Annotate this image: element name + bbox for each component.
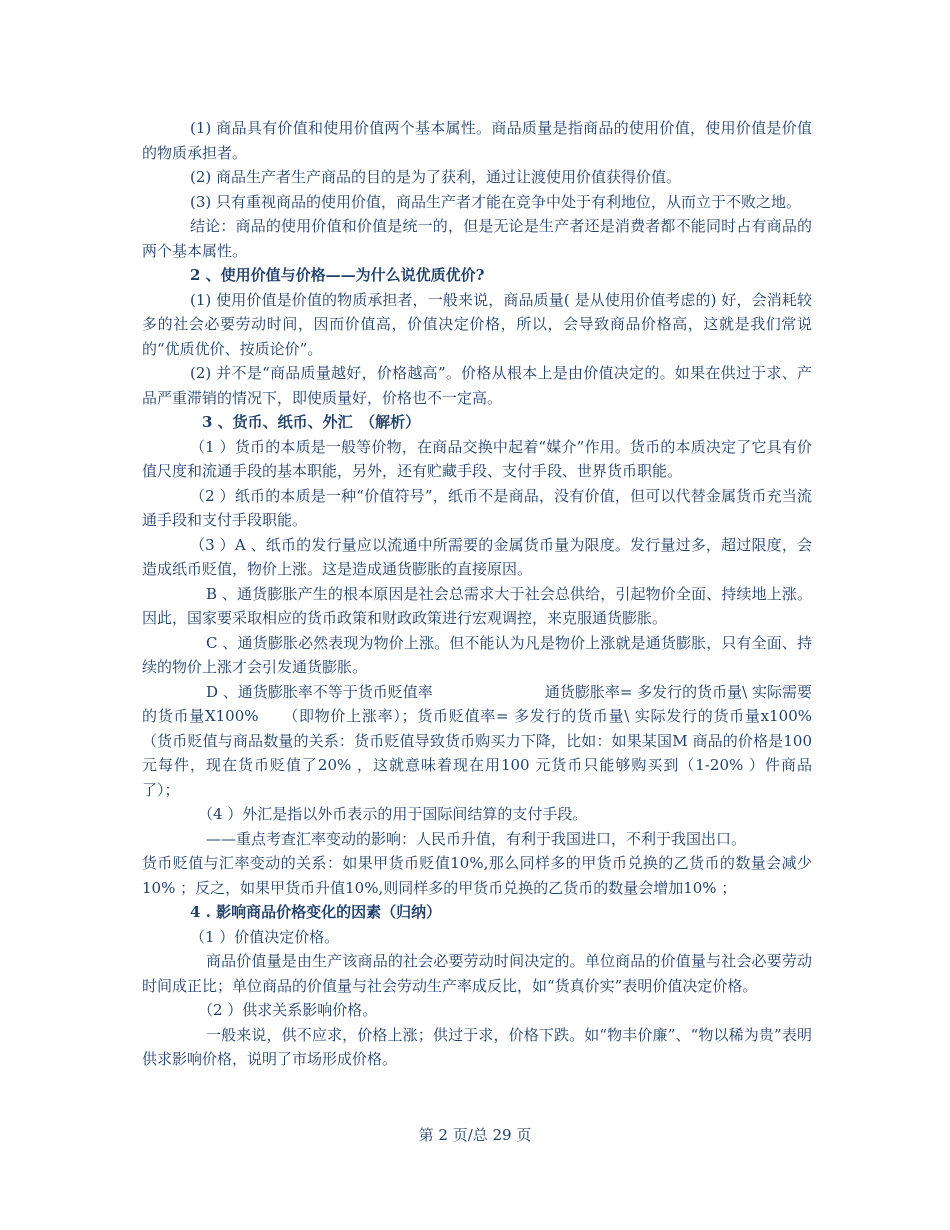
paragraph: ——重点考查汇率变动的影响：人民币升值，有利于我国进口，不利于我国出口。 [206,829,747,848]
paragraph: 一般来说，供不应求，价格上涨；供过于求，价格下跌。如“物丰价廉”、“物以稀为贵”表明供求影响价格，说明了市场形成价格。 [142,1025,812,1068]
paragraph: （2 ）供求关系影响价格。 [198,1001,378,1019]
paragraph: (1) 商品具有价值和使用价值两个基本属性。商品质量是指商品的使用价值，使用价值是价值的物质承担者。 [142,119,812,162]
section-heading: 2 、使用价值与价格——为什么说优质优价? [190,266,485,284]
inflation-rate-formula: 通货膨胀率= 多发行的货币量\ 实际需要的货币量X100% （即物价上涨率）；货币贬值率= 多发行的货币量\ 实际发行的货币量x100% （货币贬值与商品数量的关系：货币贬值导致货币购买力下降，比如：如果某国M 商品的价格是100 元每件，现在货币贬值了20% ，这就意味着现在用100 元货币只能够购买到（1-20% ）件商品了）； [142,682,843,799]
paragraph: （2 ）纸币的本质是一种“价值符号”，纸币不是商品，没有价值，但可以代替金属货币充当流通手段和支付手段职能。 [142,486,812,529]
paragraph: (2) 并不是“商品质量越好，价格越高”。价格从根本上是由价值决定的。如果在供过于求、产品严重滞销的情况下，即使质量好，价格也不一定高。 [142,364,812,407]
paragraph: (2) 商品生产者生产商品的目的是为了获利，通过让渡使用价值获得价值。 [190,168,682,186]
paragraph: 结论：商品的使用价值和价值是统一的，但是无论是生产者还是消费者都不能同时占有商品的两个基本属性。 [142,217,812,260]
paragraph: (1) 使用价值是价值的物质承担者，一般来说，商品质量( 是从使用价值考虑的) 好，会消耗较多的社会必要劳动时间，因而价值高，价值决定价格，所以，会导致商品价格高，这就是我们常说的“优质优价、按质论价”。 [142,290,812,358]
paragraph [142,680,843,803]
inflation-rate-heading: D 、通货膨胀率不等于货币贬值率 [206,682,433,701]
paragraph: C 、通货膨胀必然表现为物价上涨。但不能认为凡是物价上涨就是通货膨胀，只有全面、持续的物价上涨才会引发通货膨胀。 [142,633,812,676]
section-heading: 3 、货币、纸币、外汇 （解析） [202,413,421,431]
paragraph: (3) 只有重视商品的使用价值，商品生产者才能在竞争中处于有利地位，从而立于不败之地。 [190,192,802,211]
paragraph: （3 ）A 、纸币的发行量应以流通中所需要的金属货币量为限度。发行量过多，超过限度，会造成纸币贬值，物价上涨。这是造成通货膨胀的直接原因。 [142,535,812,578]
paragraph: B 、通货膨胀产生的根本原因是社会总需求大于社会总供给，引起物价全面、持续地上涨。因此，国家要采取相应的货币政策和财政政策进行宏观调控，来克服通货膨胀。 [142,584,812,627]
section-heading: 4 . 影响商品价格变化的因素（归纳） [190,903,442,921]
paragraph: 商品价值量是由生产该商品的社会必要劳动时间决定的。单位商品的价值量与社会必要劳动时间成正比；单位商品的价值量与社会劳动生产率成反比，如“货真价实”表明价值决定价格。 [142,952,812,995]
paragraph: （1 ）价值决定价格。 [190,927,340,946]
page-footer: 第 2 页/总 29 页 [418,1126,532,1144]
paragraph: 货币贬值与汇率变动的关系：如果甲货币贬值10%,那么同样多的甲货币兑换的乙货币的数量会减少10% ；反之，如果甲货币升值10%,则同样多的甲货币兑换的乙货币的数量会增加10% ； [142,854,812,897]
paragraph: （4 ）外汇是指以外币表示的用于国际间结算的支付手段。 [198,805,588,823]
document-body [142,116,843,1072]
paragraph: （1 ）货币的本质是一般等价物，在商品交换中起着“媒介”作用。货币的本质决定了它具有价值尺度和流通手段的基本职能，另外，还有贮藏手段、支付手段、世界货币职能。 [142,437,812,480]
